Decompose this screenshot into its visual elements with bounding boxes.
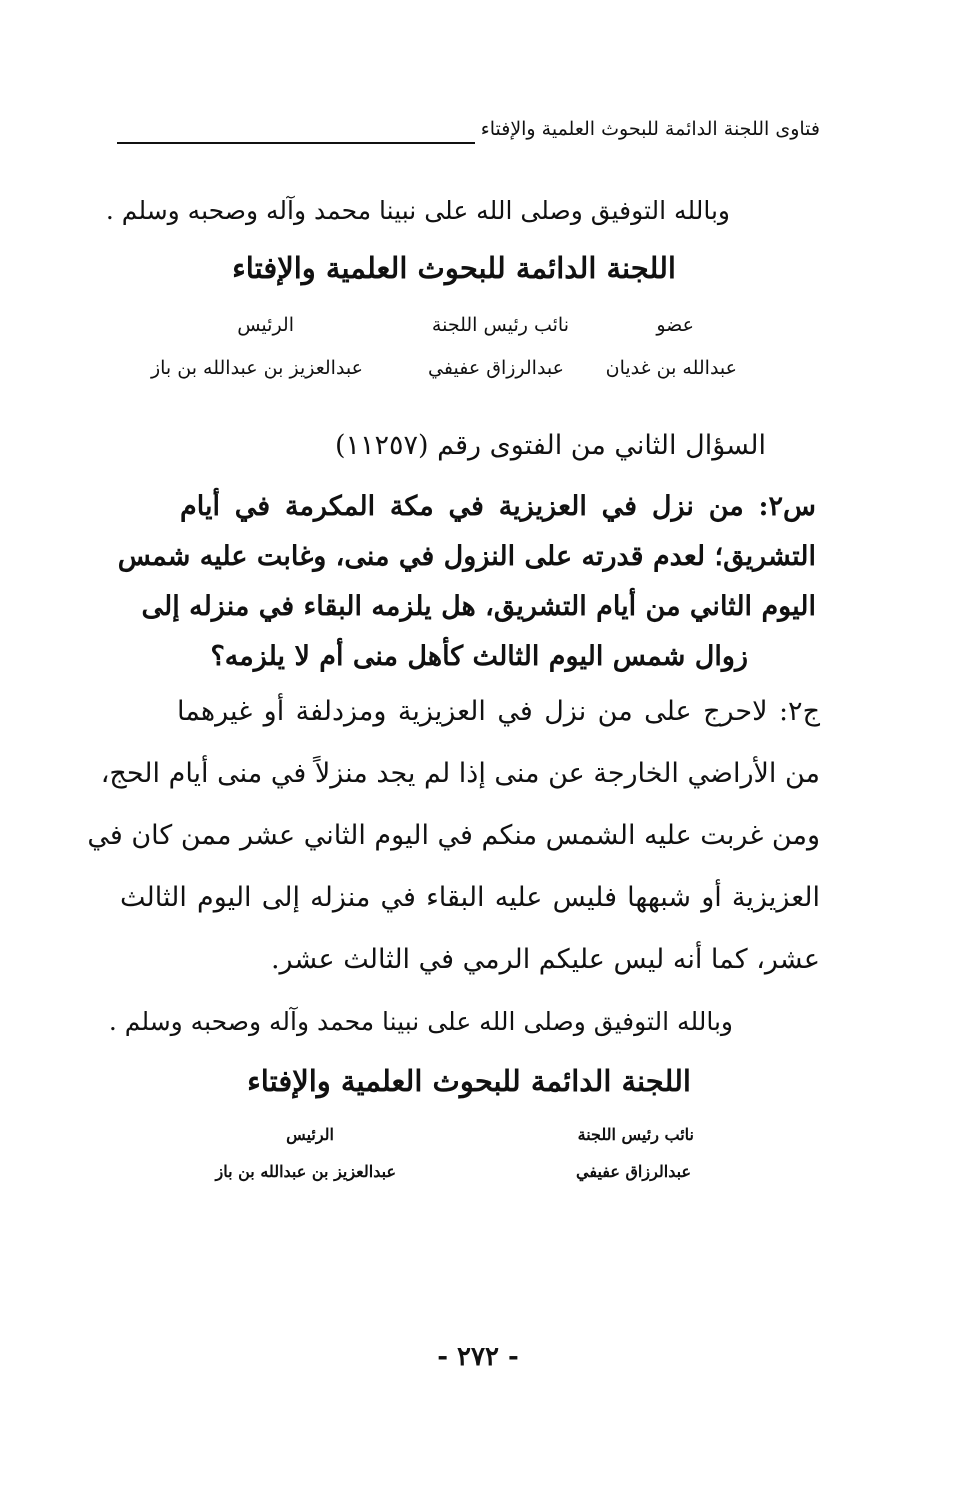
answer-line: عشر، كما أنه ليس عليكم الرمي في الثالث عشر.	[270, 944, 820, 975]
question-line: التشريق؛ لعدم قدرته على النزول في منى، وغابت عليه شمس	[117, 541, 816, 572]
role-chairman: الرئيس	[237, 314, 294, 336]
closing-line: وبالله التوفيق وصلى الله على نبينا محمد وآله وصحبه وسلم .	[105, 196, 730, 225]
role-vice-chairman: نائب رئيس اللجنة	[577, 1125, 694, 1144]
member-name: عبدالعزيز بن عبدالله بن باز	[215, 1162, 396, 1181]
answer-line: ومن غربت عليه الشمس منكم في اليوم الثاني عشر ممن كان في	[87, 820, 820, 851]
page-number: - ٢٧٢ -	[437, 1342, 519, 1372]
fatwa-heading: السؤال الثاني من الفتوى رقم (١١٢٥٧)	[334, 430, 766, 461]
answer-line: العزيزية أو شبهها فليس عليه البقاء في منزله إلى اليوم الثالث	[120, 882, 820, 913]
header-rule	[117, 142, 475, 144]
question-line: اليوم الثاني من أيام التشريق، هل يلزمه البقاء في منزله إلى	[141, 591, 816, 622]
role-member: عضو	[656, 314, 694, 336]
role-chairman: الرئيس	[286, 1125, 334, 1144]
answer-line: ج٢: لاحرج على من نزل في العزيزية ومزدلفة أو غيرهما	[177, 696, 820, 727]
member-name: عبدالعزيز بن عبدالله بن باز	[150, 357, 363, 379]
member-name: عبدالرزاق عفيفي	[428, 357, 564, 379]
committee-title: اللجنة الدائمة للبحوث العلمية والإفتاء	[247, 1064, 691, 1098]
role-vice-chairman: نائب رئيس اللجنة	[431, 314, 569, 336]
answer-line: من الأراضي الخارجة عن منى إذا لم يجد منزلاً في منى أيام الحج،	[100, 758, 820, 789]
question-line: زوال شمس اليوم الثالث كأهل منى أم لا يلزمه؟	[210, 641, 748, 672]
member-name: عبدالرزاق عفيفي	[576, 1162, 691, 1181]
committee-title: اللجنة الدائمة للبحوث العلمية والإفتاء	[232, 251, 676, 285]
closing-line: وبالله التوفيق وصلى الله على نبينا محمد وآله وصحبه وسلم .	[108, 1007, 733, 1036]
member-name: عبدالله بن غديان	[605, 357, 737, 379]
running-head: فتاوى اللجنة الدائمة للبحوث العلمية والإفتاء	[480, 118, 820, 140]
question-line: س٢: من نزل في العزيزية في مكة المكرمة في أيام	[180, 491, 816, 522]
